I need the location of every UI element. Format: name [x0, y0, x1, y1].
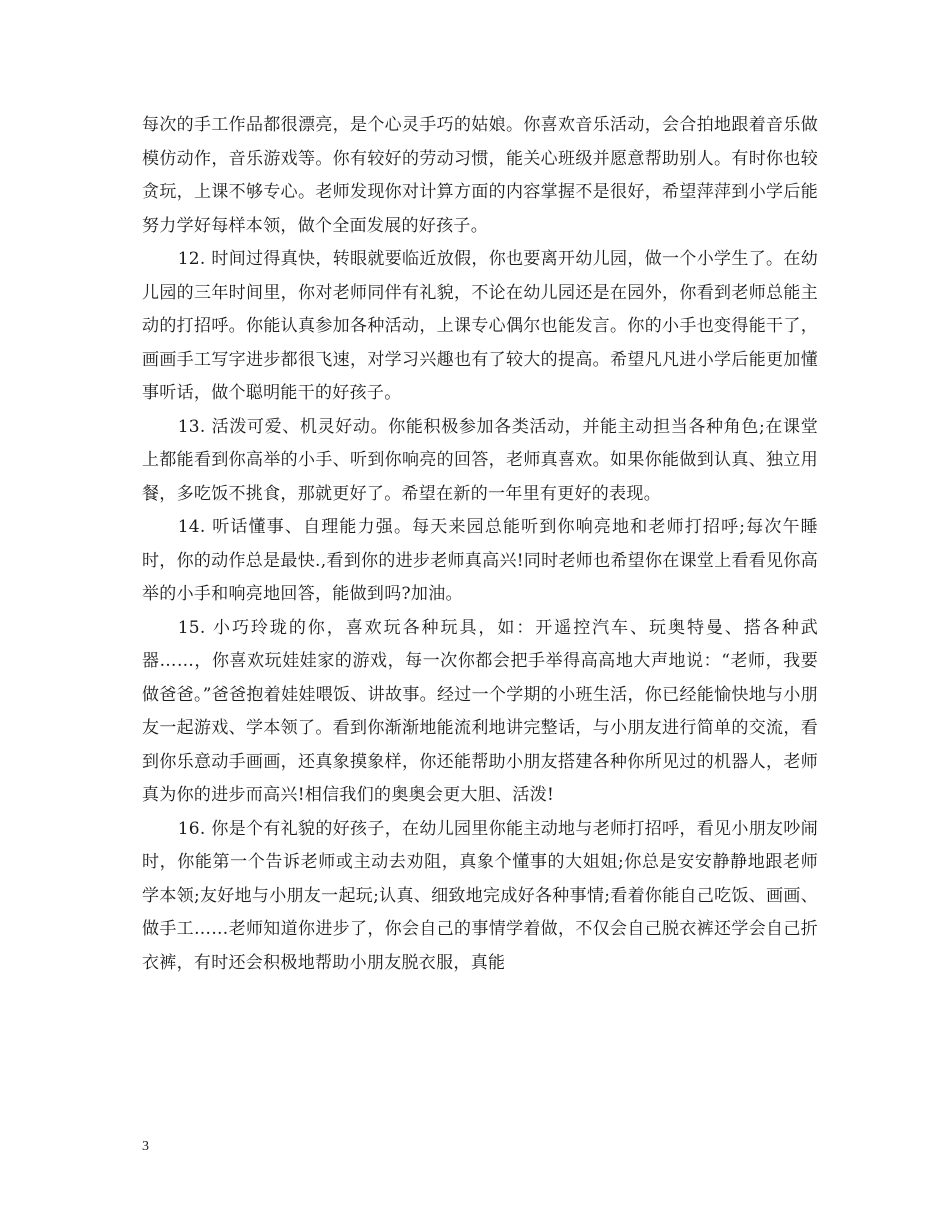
- document-body: [142, 109, 818, 980]
- paragraph-item-16: 16. 你是个有礼貌的好孩子，在幼儿园里你能主动地与老师打招呼，看见小朋友吵闹时，你能第一个告诉老师或主动去劝阻，真象个懂事的大姐姐;你总是安安静静地跟老师学本领;友好地与小朋友一起玩;认真、细致地完成好各种事情;看着你能自己吃饭、画画、做手工……老师知道你进步了，你会自己的事情学着做，不仅会自己脱衣裤还学会自己折衣裤，有时还会积极地帮助小朋友脱衣服，真能: [142, 818, 818, 973]
- paragraph-item-15: 15. 小巧玲珑的你，喜欢玩各种玩具，如：开遥控汽车、玩奥特曼、搭各种武器……，你喜欢玩娃娃家的游戏，每一次你都会把手举得高高地大声地说：“老师，我要做爸爸。”爸爸抱着娃娃喂饭、讲故事。经过一个学期的小班生活，你已经能愉快地与小朋友一起游戏、学本领了。看到你渐渐地能流利地讲完整话，与小朋友进行简单的交流，看到你乐意动手画画，还真象摸象样，你还能帮助小朋友搭建各种你所见过的机器人，老师真为你的进步而高兴!相信我们的奥奥会更大胆、活泼!: [142, 617, 818, 805]
- page-number: 3: [142, 1139, 149, 1154]
- paragraph-item-14: 14. 听话懂事、自理能力强。每天来园总能听到你响亮地和老师打招呼;每次午睡时，你的动作总是最快.,看到你的进步老师真高兴!同时老师也希望你在课堂上看看见你高举的小手和响亮地回答，能做到吗?加油。: [142, 517, 818, 604]
- paragraph-item-12: 12. 时间过得真快，转眼就要临近放假，你也要离开幼儿园，做一个小学生了。在幼儿园的三年时间里，你对老师同伴有礼貌，不论在幼儿园还是在园外，你看到老师总能主动的打招呼。你能认真参加各种活动，上课专心偶尔也能发言。你的小手也变得能干了，画画手工写字进步都很飞速，对学习兴趣也有了较大的提高。希望凡凡进小学后能更加懂事听话，做个聪明能干的好孩子。: [142, 249, 818, 403]
- paragraph-continuation: 每次的手工作品都很漂亮，是个心灵手巧的姑娘。你喜欢音乐活动，会合拍地跟着音乐做模仿动作，音乐游戏等。你有较好的劳动习惯，能关心班级并愿意帮助别人。有时你也较贪玩，上课不够专心。老师发现你对计算方面的内容掌握不是很好，希望萍萍到小学后能努力学好每样本领，做个全面发展的好孩子。: [142, 115, 818, 236]
- paragraph-item-13: 13. 活泼可爱、机灵好动。你能积极参加各类活动，并能主动担当各种角色;在课堂上都能看到你高举的小手、听到你响亮的回答，老师真喜欢。如果你能做到认真、独立用餐，多吃饭不挑食，那就更好了。希望在新的一年里有更好的表现。: [142, 416, 818, 504]
